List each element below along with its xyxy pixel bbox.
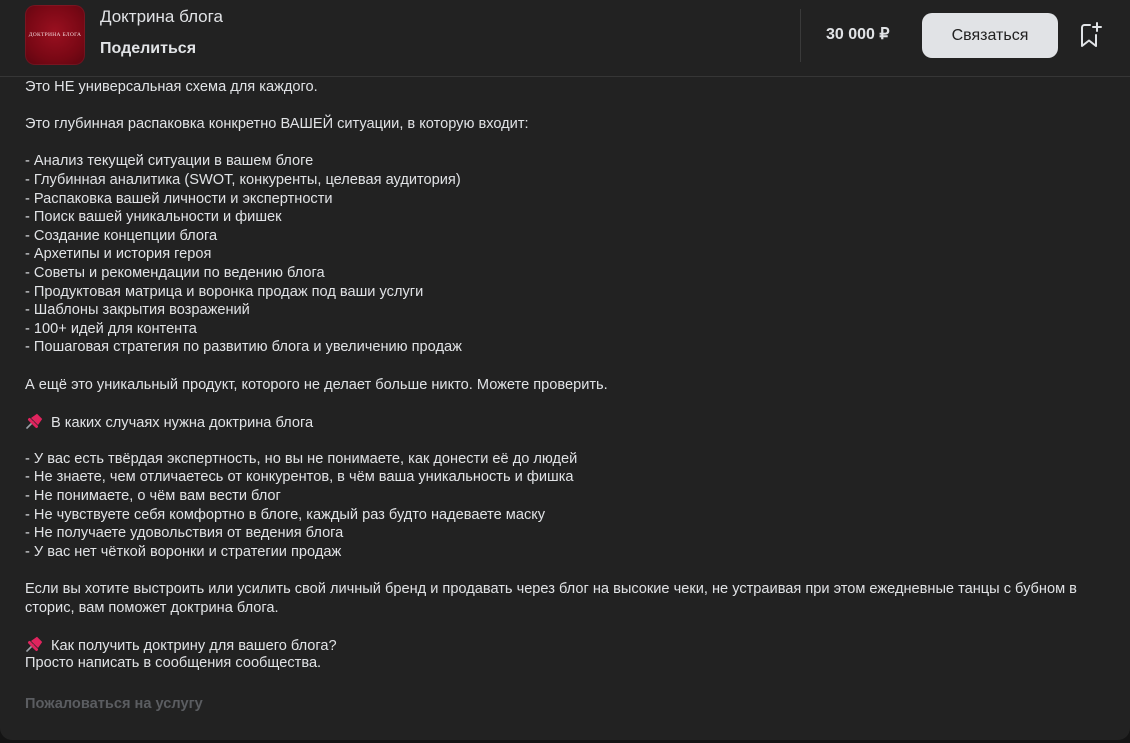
list-item: - Не чувствуете себя комфортно в блоге, каждый раз будто надеваете маску: [25, 506, 546, 523]
list-item: - 100+ идей для контента: [25, 320, 197, 337]
list-item: - У вас есть твёрдая экспертность, но вы не понимаете, как донести её до людей: [25, 450, 578, 467]
list-item: - Советы и рекомендации по ведению блога: [25, 264, 325, 281]
when-heading: [25, 413, 1110, 432]
service-price: 30 000 ₽: [826, 26, 890, 43]
list-item: - У вас нет чёткой воронки и стратегии продаж: [25, 543, 342, 560]
logo-text: ДОКТРИНА БЛОГА: [28, 32, 82, 38]
service-description: [25, 78, 1110, 673]
list-item: - Продуктовая матрица и воронка продаж под ваши услуги: [25, 283, 424, 300]
pushpin-icon: [25, 636, 43, 652]
list-item: - Распаковка вашей личности и экспертности: [25, 190, 333, 207]
how-answer: Просто написать в сообщения сообщества.: [25, 655, 322, 672]
list-item: - Глубинная аналитика (SWOT, конкуренты, целевая аудитория): [25, 171, 461, 188]
when-heading-text: В каких случаях нужна доктрина блога: [51, 414, 314, 431]
bookmark-add-button[interactable]: [1078, 20, 1106, 50]
header-divider: [800, 9, 801, 62]
service-title: Доктрина блога: [100, 7, 223, 26]
list-item: - Архетипы и история героя: [25, 246, 212, 263]
list-item: - Поиск вашей уникальности и фишек: [25, 209, 282, 226]
intro-line: Это НЕ универсальная схема для каждого.: [25, 79, 318, 95]
bookmark-add-icon: [1078, 20, 1106, 50]
intro-line: Это глубинная распаковка конкретно ВАШЕЙ ситуации, в которую входит:: [25, 116, 529, 133]
share-button[interactable]: Поделиться: [100, 40, 197, 57]
how-heading-text: Как получить доктрину для вашего блога?: [51, 637, 337, 654]
list-item: - Создание концепции блога: [25, 227, 218, 244]
contact-button[interactable]: Связаться: [922, 13, 1058, 58]
pitch-paragraph: Если вы хотите выстроить или усилить свой личный бренд и продавать через блог на высокие чеки, не устраивая при этом ежедневные танцы с бубном в сторис, вам поможет доктрина блога.: [25, 581, 1077, 616]
list-item: - Не знаете, чем отличаетесь от конкурентов, в чём ваша уникальность и фишка: [25, 469, 574, 486]
report-service-link[interactable]: Пожаловаться на услугу: [25, 696, 203, 712]
list-item: - Анализ текущей ситуации в вашем блоге: [25, 153, 314, 170]
community-logo[interactable]: [25, 5, 85, 65]
list-item: - Пошаговая стратегия по развитию блога и увеличению продаж: [25, 339, 462, 356]
unique-line: А ещё это уникальный продукт, которого не делает больше никто. Можете проверить.: [25, 376, 608, 393]
list-item: - Не получаете удовольствия от ведения блога: [25, 525, 344, 542]
pushpin-icon: [25, 413, 43, 429]
how-heading: [25, 636, 1110, 655]
service-header: [0, 0, 1130, 77]
list-item: - Шаблоны закрытия возражений: [25, 302, 250, 319]
list-item: - Не понимаете, о чём вам вести блог: [25, 488, 281, 505]
